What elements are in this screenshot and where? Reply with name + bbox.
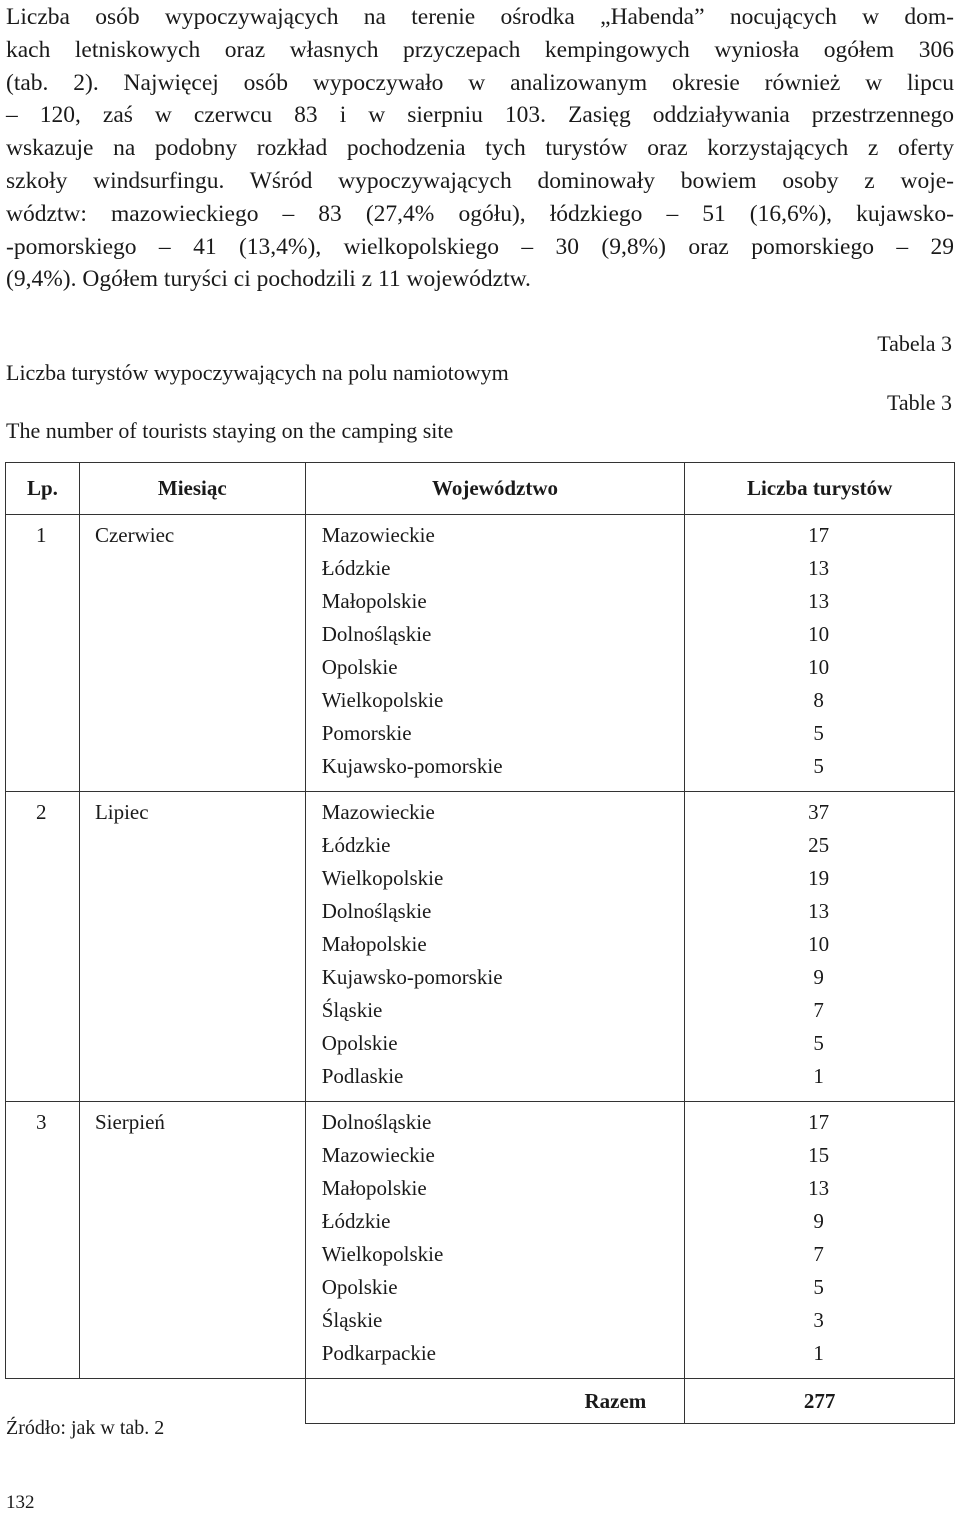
count-value: 13 (808, 589, 830, 613)
voivodeship-value: Dolnośląskie (321, 622, 432, 646)
voivodeship-value: Opolskie (321, 1275, 398, 1299)
cell-voivodeship (305, 792, 685, 1102)
voivodeship-value: Kujawsko-pomorskie (321, 965, 503, 989)
paragraph-line: szkoły windsurfingu. Wśród wypoczywających dominowały bowiem osoby z woje- (6, 167, 954, 194)
count-value: 5 (813, 754, 824, 778)
voivodeship-value: Opolskie (321, 1031, 398, 1055)
count-value: 5 (813, 1031, 824, 1055)
count-value: 37 (808, 800, 830, 824)
header-month: Miesiąc (79, 463, 305, 515)
voivodeship-value: Małopolskie (321, 1176, 427, 1200)
paragraph-line: wództw: mazowieckiego – 83 (27,4% ogółu), łódzkiego – 51 (16,6%), kujawsko- (6, 200, 954, 227)
cell-count (685, 792, 955, 1102)
page-number: 132 (6, 1492, 35, 1513)
table-label-en: Table 3 (886, 390, 952, 415)
voivodeship-value: Pomorskie (321, 721, 412, 745)
voivodeship-value: Małopolskie (321, 932, 427, 956)
count-value: 5 (813, 1275, 824, 1299)
count-value: 9 (813, 965, 824, 989)
cell-lp (6, 1102, 80, 1379)
source-note: Źródło: jak w tab. 2 (6, 1417, 165, 1439)
voivodeship-value: Wielkopolskie (321, 688, 444, 712)
table-title-pl: Liczba turystów wypoczywających na polu namiotowym (6, 360, 509, 385)
voivodeship-value: Śląskie (321, 1308, 383, 1332)
month-value: Lipiec (94, 800, 149, 824)
table-header-row (6, 463, 955, 515)
paragraph-line: (tab. 2). Najwięcej osób wypoczywało w analizowanym okresie również w lipcu (6, 69, 954, 96)
voivodeship-value: Wielkopolskie (321, 866, 444, 890)
paragraph-line: kach letniskowych oraz własnych przyczepach kempingowych wyniosła ogółem 306 (6, 36, 954, 63)
voivodeship-value: Wielkopolskie (321, 1242, 444, 1266)
paragraph-line: (9,4%). Ogółem turyści ci pochodzili z 11 województw. (6, 266, 531, 293)
voivodeship-value: Małopolskie (321, 589, 427, 613)
count-value: 5 (813, 721, 824, 745)
table-row (6, 792, 955, 1102)
cell-voivodeship (305, 515, 685, 792)
count-value: 10 (808, 622, 830, 646)
count-value: 8 (813, 688, 824, 712)
voivodeship-value: Dolnośląskie (321, 1110, 432, 1134)
count-value: 13 (808, 1176, 830, 1200)
lp-value: 1 (36, 523, 47, 547)
voivodeship-value: Podlaskie (321, 1064, 404, 1088)
count-value: 25 (808, 833, 830, 857)
count-value: 13 (808, 899, 830, 923)
total-value: 277 (685, 1379, 955, 1424)
month-value: Sierpień (94, 1110, 165, 1134)
header-voivodeship: Województwo (305, 463, 685, 515)
voivodeship-value: Mazowieckie (321, 1143, 435, 1167)
count-value: 1 (813, 1341, 824, 1365)
voivodeship-value: Dolnośląskie (321, 899, 432, 923)
cell-month (79, 792, 305, 1102)
paragraph-line: Liczba osób wypoczywających na terenie ośrodka „Habenda” nocujących w dom- (6, 4, 954, 30)
count-value: 1 (813, 1064, 824, 1088)
voivodeship-value: Śląskie (321, 998, 383, 1022)
voivodeship-value: Łódzkie (321, 1209, 391, 1233)
count-value: 10 (808, 655, 830, 679)
voivodeship-value: Łódzkie (321, 833, 391, 857)
body-paragraph (6, 0, 954, 296)
tourists-table (5, 462, 955, 1424)
cell-lp (6, 792, 80, 1102)
paragraph-line: -pomorskiego – 41 (13,4%), wielkopolskiego – 30 (9,8%) oraz pomorskiego – 29 (6, 233, 954, 260)
voivodeship-value: Opolskie (321, 655, 398, 679)
table-row (6, 1102, 955, 1379)
table-title-en: The number of tourists staying on the camping site (6, 418, 454, 443)
count-value: 3 (813, 1308, 824, 1332)
lp-value: 3 (36, 1110, 47, 1134)
table-label-pl: Tabela 3 (877, 331, 952, 356)
paragraph-line: wskazuje na podobny rozkład pochodzenia tych turystów oraz korzystających z oferty (6, 135, 954, 162)
count-value: 17 (808, 523, 830, 547)
count-value: 9 (813, 1209, 824, 1233)
cell-month (79, 1102, 305, 1379)
header-count: Liczba turystów (685, 463, 955, 515)
count-value: 17 (808, 1110, 830, 1134)
voivodeship-value: Mazowieckie (321, 800, 435, 824)
voivodeship-value: Kujawsko-pomorskie (321, 754, 503, 778)
voivodeship-value: Łódzkie (321, 556, 391, 580)
lp-value: 2 (36, 800, 47, 824)
voivodeship-value: Podkarpackie (321, 1341, 436, 1365)
paragraph-line: – 120, zaś w czerwcu 83 i w sierpniu 103. Zasięg oddziaływania przestrzennego (6, 102, 954, 129)
count-value: 10 (808, 932, 830, 956)
count-value: 13 (808, 556, 830, 580)
count-value: 7 (813, 998, 824, 1022)
cell-voivodeship (305, 1102, 685, 1379)
table-row (6, 515, 955, 792)
total-label: Razem (305, 1379, 685, 1424)
count-value: 15 (808, 1143, 830, 1167)
voivodeship-value: Mazowieckie (321, 523, 435, 547)
header-lp: Lp. (6, 463, 80, 515)
cell-lp (6, 515, 80, 792)
cell-month (79, 515, 305, 792)
count-value: 19 (808, 866, 830, 890)
month-value: Czerwiec (94, 523, 175, 547)
cell-count (685, 515, 955, 792)
cell-count (685, 1102, 955, 1379)
count-value: 7 (813, 1242, 824, 1266)
